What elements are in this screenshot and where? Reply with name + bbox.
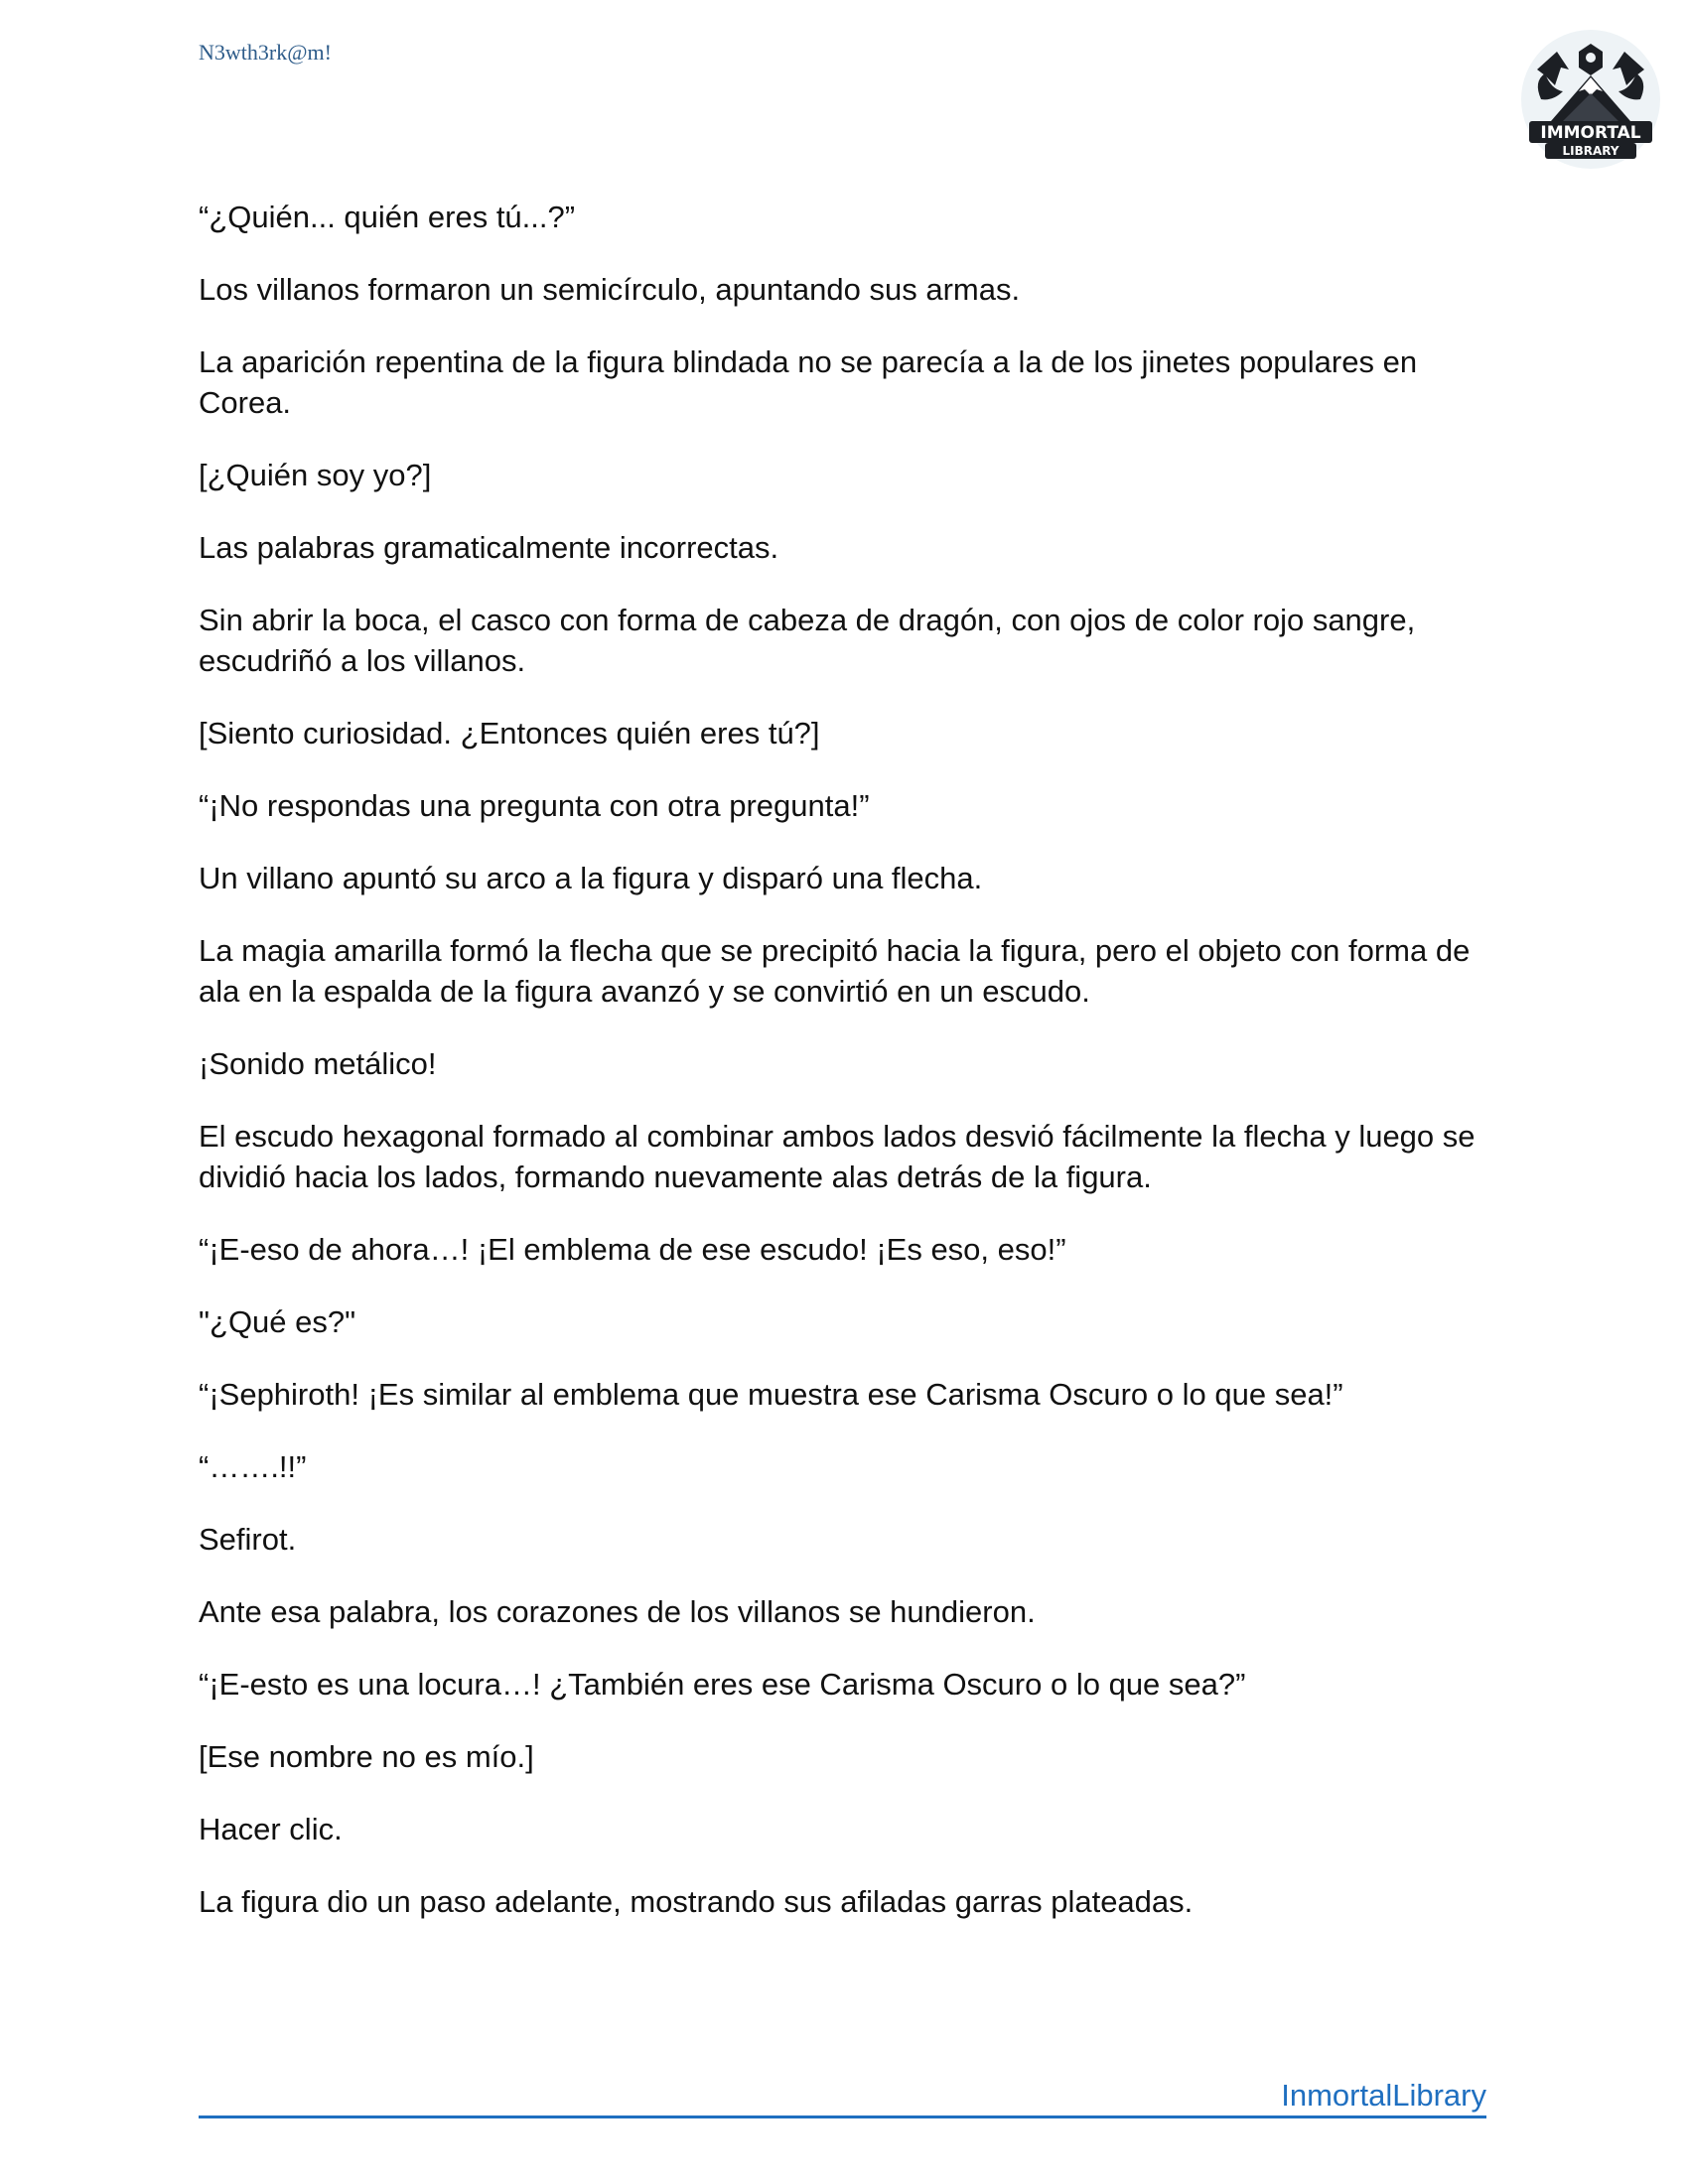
paragraph: [Ese nombre no es mío.] — [199, 1739, 534, 1774]
paragraph: “¡E-eso de ahora…! ¡El emblema de ese escudo! ¡Es eso, eso!” — [199, 1232, 1066, 1267]
paragraph: Un villano apuntó su arco a la figura y disparó una flecha. — [199, 861, 983, 895]
paragraph: “¡Sephiroth! ¡Es similar al emblema que muestra ese Carisma Oscuro o lo que sea!” — [199, 1377, 1343, 1412]
paragraph: “¿Quién... quién eres tú...?” — [199, 200, 576, 234]
document-body — [199, 197, 1489, 1954]
paragraph: “¡No respondas una pregunta con otra pregunta!” — [199, 788, 870, 823]
paragraph: Ante esa palabra, los corazones de los villanos se hundieron. — [199, 1594, 1036, 1629]
paragraph: [¿Quién soy yo?] — [199, 458, 432, 492]
paragraph: Sefirot. — [199, 1522, 297, 1557]
paragraph: “…….!!” — [199, 1449, 307, 1484]
paragraph: Las palabras gramaticalmente incorrectas. — [199, 530, 779, 565]
paragraph: Hacer clic. — [199, 1812, 343, 1846]
footer-library-link[interactable]: InmortalLibrary — [1281, 2078, 1486, 2113]
paragraph: "¿Qué es?" — [199, 1304, 356, 1339]
immortal-library-logo — [1517, 30, 1664, 179]
logo-text-line1: IMMORTAL — [1540, 123, 1641, 143]
paragraph: El escudo hexagonal formado al combinar ambos lados desvió fácilmente la flecha y luego se dividió hacia los lados, formando nuevamente alas detrás de la figura. — [199, 1119, 1476, 1194]
paragraph: La magia amarilla formó la flecha que se precipitó hacia la figura, pero el objeto con forma de ala en la espalda de la figura avanzó y se convirtió en un escudo. — [199, 933, 1471, 1009]
paragraph: La figura dio un paso adelante, mostrando sus afiladas garras plateadas. — [199, 1884, 1194, 1919]
paragraph: La aparición repentina de la figura blindada no se parecía a la de los jinetes populares en Corea. — [199, 344, 1418, 420]
paragraph: [Siento curiosidad. ¿Entonces quién eres tú?] — [199, 716, 820, 751]
footer-divider — [199, 2116, 1486, 2118]
paragraph: Sin abrir la boca, el casco con forma de cabeza de dragón, con ojos de color rojo sangre, escudriñó a los villanos. — [199, 603, 1416, 678]
username-watermark: N3wth3rk@m! — [199, 40, 332, 65]
paragraph: ¡Sonido metálico! — [199, 1046, 437, 1081]
paragraph: “¡E-esto es una locura…! ¿También eres ese Carisma Oscuro o lo que sea?” — [199, 1667, 1246, 1702]
paragraph: Los villanos formaron un semicírculo, apuntando sus armas. — [199, 272, 1021, 307]
logo-text-line2: LIBRARY — [1562, 144, 1619, 158]
dragon-mountain-emblem-icon — [1517, 30, 1664, 179]
